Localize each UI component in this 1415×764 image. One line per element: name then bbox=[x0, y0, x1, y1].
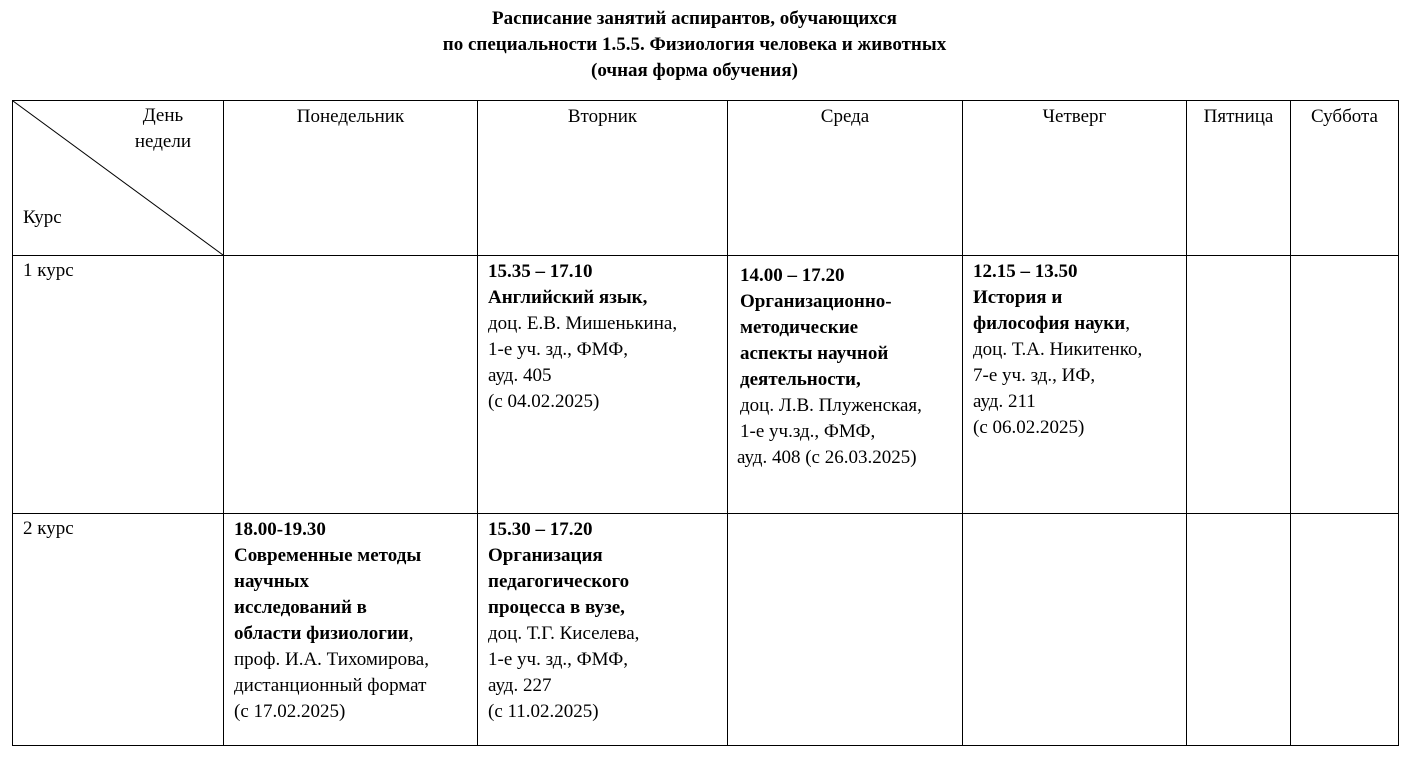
class-subject-line: Организационно- bbox=[740, 291, 892, 312]
class-teacher: доц. Т.А. Никитенко, bbox=[973, 339, 1143, 360]
class-building: 1-е уч.зд., ФМФ, bbox=[740, 421, 876, 442]
class-subject-line: Организация bbox=[488, 545, 603, 566]
diagonal-divider bbox=[13, 101, 223, 255]
day-of-week-label bbox=[135, 103, 191, 155]
class-subject-line: области физиологии bbox=[234, 623, 409, 644]
class-teacher: проф. И.А. Тихомирова, bbox=[234, 649, 429, 670]
day-header-monday: Понедельник bbox=[224, 101, 478, 256]
class-subject-line: педагогического bbox=[488, 571, 630, 592]
class-subject-line: методические bbox=[740, 317, 859, 338]
class-subject-line: аспекты научной bbox=[740, 343, 889, 364]
cell-course1-monday bbox=[224, 256, 478, 514]
class-time: 15.35 – 17.10 bbox=[488, 261, 593, 282]
class-teacher: доц. Е.В. Мишенькина, bbox=[488, 313, 678, 334]
day-label-line-1: День bbox=[142, 105, 184, 126]
cell-course2-thursday bbox=[963, 514, 1187, 746]
cell-course2-saturday bbox=[1291, 514, 1399, 746]
class-time: 14.00 – 17.20 bbox=[740, 265, 845, 286]
cell-course2-wednesday bbox=[728, 514, 963, 746]
class-start-date: (с 17.02.2025) bbox=[234, 701, 346, 722]
subject-comma: , bbox=[408, 623, 414, 644]
class-subject-line: деятельности, bbox=[740, 369, 861, 390]
day-header-saturday: Суббота bbox=[1291, 101, 1399, 256]
class-start-date: (с 11.02.2025) bbox=[488, 701, 599, 722]
cell-course1-wednesday bbox=[728, 256, 963, 514]
course-2-label: 2 курс bbox=[13, 514, 224, 746]
class-subject-line: История и bbox=[973, 287, 1063, 308]
cell-course1-friday bbox=[1187, 256, 1291, 514]
subject-comma: , bbox=[1125, 313, 1130, 334]
class-subject: Английский язык, bbox=[488, 287, 648, 308]
course-label: Курс bbox=[23, 207, 62, 228]
class-subject-line: исследований в bbox=[234, 597, 367, 618]
class-time: 18.00-19.30 bbox=[234, 519, 326, 540]
cell-course2-monday bbox=[224, 514, 478, 746]
class-start-date: (с 04.02.2025) bbox=[488, 391, 600, 412]
schedule-table bbox=[12, 100, 1399, 746]
class-time: 15.30 – 17.20 bbox=[488, 519, 593, 540]
document-title bbox=[0, 6, 1389, 84]
class-subject-line: философия науки bbox=[973, 313, 1126, 334]
class-subject-line: процесса в вузе, bbox=[488, 597, 625, 618]
class-time: 12.15 – 13.50 bbox=[973, 261, 1078, 282]
class-teacher: доц. Л.В. Плуженская, bbox=[740, 395, 922, 416]
header-row bbox=[13, 101, 1399, 256]
class-format: дистанционный формат bbox=[234, 675, 427, 696]
title-line-2: по специальности 1.5.5. Физиология человека и животных bbox=[442, 34, 947, 55]
class-subject-line: Современные методы bbox=[234, 545, 422, 566]
cell-course1-saturday bbox=[1291, 256, 1399, 514]
cell-course2-tuesday bbox=[478, 514, 728, 746]
course-1-label: 1 курс bbox=[13, 256, 224, 514]
title-line-1: Расписание занятий аспирантов, обучающихся bbox=[492, 8, 897, 29]
class-room: ауд. 211 bbox=[973, 391, 1036, 412]
day-header-tuesday: Вторник bbox=[478, 101, 728, 256]
class-room: ауд. 227 bbox=[488, 675, 552, 696]
table-row bbox=[13, 256, 1399, 514]
title-line-3: (очная форма обучения) bbox=[591, 60, 798, 81]
day-header-friday: Пятница bbox=[1187, 101, 1291, 256]
class-building: 1-е уч. зд., ФМФ, bbox=[488, 339, 629, 360]
class-room: ауд. 405 bbox=[488, 365, 552, 386]
class-subject-line: научных bbox=[234, 571, 309, 592]
cell-course1-tuesday bbox=[478, 256, 728, 514]
day-header-thursday: Четверг bbox=[963, 101, 1187, 256]
class-teacher: доц. Т.Г. Киселева, bbox=[488, 623, 640, 644]
day-header-wednesday: Среда bbox=[728, 101, 963, 256]
class-room-and-date: ауд. 408 (с 26.03.2025) bbox=[737, 447, 917, 468]
class-building: 7-е уч. зд., ИФ, bbox=[973, 365, 1096, 386]
corner-cell bbox=[13, 101, 224, 256]
day-label-line-2: недели bbox=[134, 131, 191, 152]
class-start-date: (с 06.02.2025) bbox=[973, 417, 1085, 438]
cell-course1-thursday bbox=[963, 256, 1187, 514]
cell-course2-friday bbox=[1187, 514, 1291, 746]
table-row bbox=[13, 514, 1399, 746]
class-building: 1-е уч. зд., ФМФ, bbox=[488, 649, 629, 670]
